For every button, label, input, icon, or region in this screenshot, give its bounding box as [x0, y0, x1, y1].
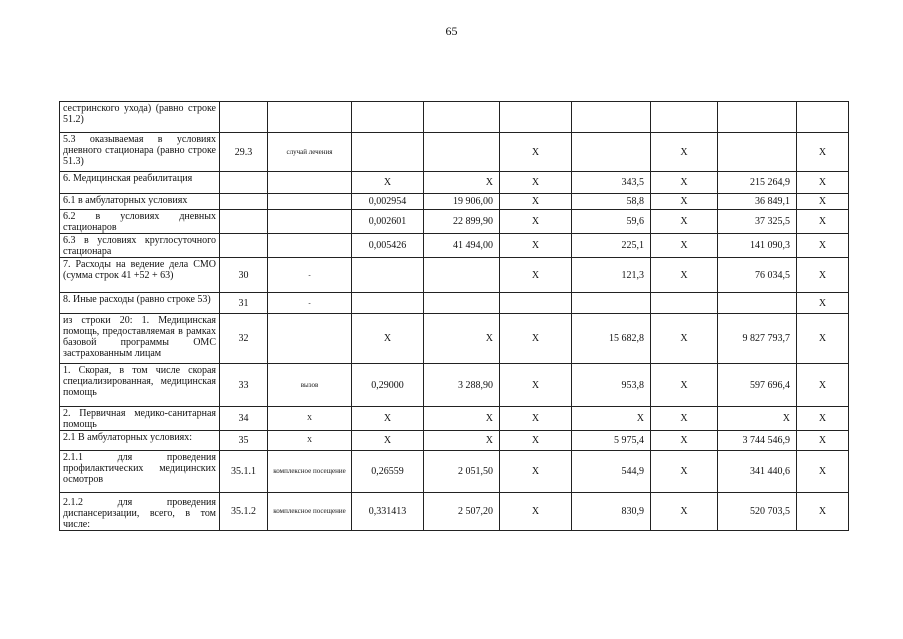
col9-cell: X [797, 364, 849, 407]
norm-cost-cell [424, 102, 500, 133]
row-6-2-dnevnye-stacionary [60, 210, 849, 234]
row-name-cell: 6.3 в условиях круглосуточного стационара [60, 234, 220, 258]
total-cost-cell: 341 440,6 [718, 451, 797, 493]
page-number: 65 [445, 24, 458, 38]
row-name-cell: 6.2 в условиях дневных стационаров [60, 210, 220, 234]
unit-cell: случай лечения [268, 133, 352, 172]
row-code-cell: 32 [220, 314, 268, 364]
col5-cell: X [500, 258, 572, 293]
total-cost-cell: 520 703,5 [718, 493, 797, 531]
col7-cell: X [651, 364, 718, 407]
row-name-cell: 2. Первичная медико-санитарная помощь [60, 407, 220, 431]
unit-cell: X [268, 431, 352, 451]
row-name-cell: 8. Иные расходы (равно строке 53) [60, 293, 220, 314]
row-6-1-ambulatorno [60, 194, 849, 210]
norm-volume-cell: 0,331413 [352, 493, 424, 531]
row-code-cell: 35.1.1 [220, 451, 268, 493]
col9-cell: X [797, 258, 849, 293]
total-cost-cell: 37 325,5 [718, 210, 797, 234]
per-capita-cell: 15 682,8 [572, 314, 651, 364]
col5-cell: X [500, 364, 572, 407]
per-capita-cell: 121,3 [572, 258, 651, 293]
col7-cell: X [651, 407, 718, 431]
unit-cell: комплексное посещение [268, 451, 352, 493]
row-code-cell [220, 102, 268, 133]
row-code-cell [220, 210, 268, 234]
row-code-cell: 33 [220, 364, 268, 407]
row-code-cell [220, 172, 268, 194]
per-capita-cell: 953,8 [572, 364, 651, 407]
norm-volume-cell: X [352, 407, 424, 431]
col7-cell: X [651, 314, 718, 364]
col7-cell: X [651, 194, 718, 210]
col5-cell: X [500, 194, 572, 210]
row-sestrinsky-uhod [60, 102, 849, 133]
norm-cost-cell: X [424, 314, 500, 364]
per-capita-cell [572, 293, 651, 314]
col5-cell [500, 293, 572, 314]
col5-cell: X [500, 431, 572, 451]
per-capita-cell: X [572, 407, 651, 431]
row-name-cell: 2.1.2 для проведения диспансеризации, всего, в том числе: [60, 493, 220, 531]
norm-cost-cell: 2 507,20 [424, 493, 500, 531]
row-code-cell: 34 [220, 407, 268, 431]
col9-cell: X [797, 133, 849, 172]
financing-table [59, 101, 849, 531]
norm-volume-cell [352, 293, 424, 314]
row-code-cell: 35.1.2 [220, 493, 268, 531]
unit-cell [268, 210, 352, 234]
norm-cost-cell: X [424, 431, 500, 451]
row-name-cell: 1. Скорая, в том числе скорая специализированная, медицинская помощь [60, 364, 220, 407]
row-code-cell: 30 [220, 258, 268, 293]
unit-cell [268, 234, 352, 258]
col9-cell [797, 102, 849, 133]
norm-volume-cell: 0,26559 [352, 451, 424, 493]
row-2-1-ambulatorno [60, 431, 849, 451]
unit-cell [268, 172, 352, 194]
per-capita-cell: 5 975,4 [572, 431, 651, 451]
per-capita-cell: 830,9 [572, 493, 651, 531]
unit-cell: вызов [268, 364, 352, 407]
unit-cell: X [268, 407, 352, 431]
row-6-3-kruglosutochno [60, 234, 849, 258]
col9-cell: X [797, 451, 849, 493]
norm-volume-cell: X [352, 314, 424, 364]
row-8-inye-rashody [60, 293, 849, 314]
unit-cell [268, 314, 352, 364]
total-cost-cell: 215 264,9 [718, 172, 797, 194]
col9-cell: X [797, 210, 849, 234]
col7-cell: X [651, 493, 718, 531]
total-cost-cell: 597 696,4 [718, 364, 797, 407]
row-name-cell: 7. Расходы на ведение дела СМО (сумма строк 41 +52 + 63) [60, 258, 220, 293]
row-code-cell [220, 194, 268, 210]
norm-volume-cell: 0,002601 [352, 210, 424, 234]
row-code-cell: 31 [220, 293, 268, 314]
col9-cell: X [797, 234, 849, 258]
col9-cell: X [797, 194, 849, 210]
total-cost-cell [718, 133, 797, 172]
col7-cell: X [651, 133, 718, 172]
col7-cell [651, 293, 718, 314]
row-code-cell [220, 234, 268, 258]
col7-cell: X [651, 172, 718, 194]
norm-cost-cell [424, 133, 500, 172]
row-2-1-1-profosmotry [60, 451, 849, 493]
total-cost-cell [718, 293, 797, 314]
total-cost-cell: X [718, 407, 797, 431]
total-cost-cell: 36 849,1 [718, 194, 797, 210]
col5-cell [500, 102, 572, 133]
per-capita-cell: 225,1 [572, 234, 651, 258]
col7-cell: X [651, 210, 718, 234]
total-cost-cell: 9 827 793,7 [718, 314, 797, 364]
col9-cell: X [797, 172, 849, 194]
per-capita-cell [572, 102, 651, 133]
col9-cell: X [797, 293, 849, 314]
norm-volume-cell: X [352, 172, 424, 194]
norm-cost-cell [424, 258, 500, 293]
row-name-cell: 6. Медицинская реабилитация [60, 172, 220, 194]
col5-cell: X [500, 451, 572, 493]
row-code-cell: 29.3 [220, 133, 268, 172]
row-code-cell: 35 [220, 431, 268, 451]
per-capita-cell: 58,8 [572, 194, 651, 210]
norm-cost-cell: 3 288,90 [424, 364, 500, 407]
norm-cost-cell: 19 906,00 [424, 194, 500, 210]
row-5-3-dnevnoy-stacionar [60, 133, 849, 172]
row-2-pervichnaya-pomosh [60, 407, 849, 431]
total-cost-cell: 3 744 546,9 [718, 431, 797, 451]
col5-cell: X [500, 493, 572, 531]
per-capita-cell: 544,9 [572, 451, 651, 493]
norm-volume-cell: X [352, 431, 424, 451]
row-name-cell: 2.1.1 для проведения профилактических медицинских осмотров [60, 451, 220, 493]
norm-volume-cell: 0,002954 [352, 194, 424, 210]
row-1-skoraya-pomosh [60, 364, 849, 407]
col7-cell [651, 102, 718, 133]
norm-volume-cell: 0,29000 [352, 364, 424, 407]
total-cost-cell: 141 090,3 [718, 234, 797, 258]
norm-cost-cell [424, 293, 500, 314]
row-name-cell: 5.3 оказываемая в условиях дневного стационара (равно строке 51.3) [60, 133, 220, 172]
unit-cell: комплексное посещение [268, 493, 352, 531]
row-name-cell: 2.1 В амбулаторных условиях: [60, 431, 220, 451]
norm-cost-cell: 22 899,90 [424, 210, 500, 234]
row-7-vedenie-dela-smo [60, 258, 849, 293]
norm-cost-cell: X [424, 407, 500, 431]
col5-cell: X [500, 234, 572, 258]
row-2-1-2-dispanserizaciya [60, 493, 849, 531]
row-name-cell: сестринского ухода) (равно строке 51.2) [60, 102, 220, 133]
per-capita-cell: 59,6 [572, 210, 651, 234]
col5-cell: X [500, 172, 572, 194]
unit-cell [268, 194, 352, 210]
unit-cell [268, 102, 352, 133]
col5-cell: X [500, 210, 572, 234]
norm-cost-cell: X [424, 172, 500, 194]
row-name-cell: 6.1 в амбулаторных условиях [60, 194, 220, 210]
norm-volume-cell: 0,005426 [352, 234, 424, 258]
unit-cell: - [268, 293, 352, 314]
col9-cell: X [797, 493, 849, 531]
col5-cell: X [500, 133, 572, 172]
total-cost-cell: 76 034,5 [718, 258, 797, 293]
norm-volume-cell [352, 102, 424, 133]
norm-volume-cell [352, 133, 424, 172]
col7-cell: X [651, 431, 718, 451]
unit-cell: - [268, 258, 352, 293]
col5-cell: X [500, 314, 572, 364]
col9-cell: X [797, 407, 849, 431]
col5-cell: X [500, 407, 572, 431]
col7-cell: X [651, 258, 718, 293]
norm-volume-cell [352, 258, 424, 293]
total-cost-cell [718, 102, 797, 133]
row-6-med-reabilitaciya [60, 172, 849, 194]
norm-cost-cell: 2 051,50 [424, 451, 500, 493]
per-capita-cell [572, 133, 651, 172]
per-capita-cell: 343,5 [572, 172, 651, 194]
col9-cell: X [797, 314, 849, 364]
col7-cell: X [651, 451, 718, 493]
col9-cell: X [797, 431, 849, 451]
row-base-program-oms [60, 314, 849, 364]
col7-cell: X [651, 234, 718, 258]
norm-cost-cell: 41 494,00 [424, 234, 500, 258]
row-name-cell: из строки 20: 1. Медицинская помощь, предоставляемая в рамках базовой программы ОМС застрахованным лицам [60, 314, 220, 364]
